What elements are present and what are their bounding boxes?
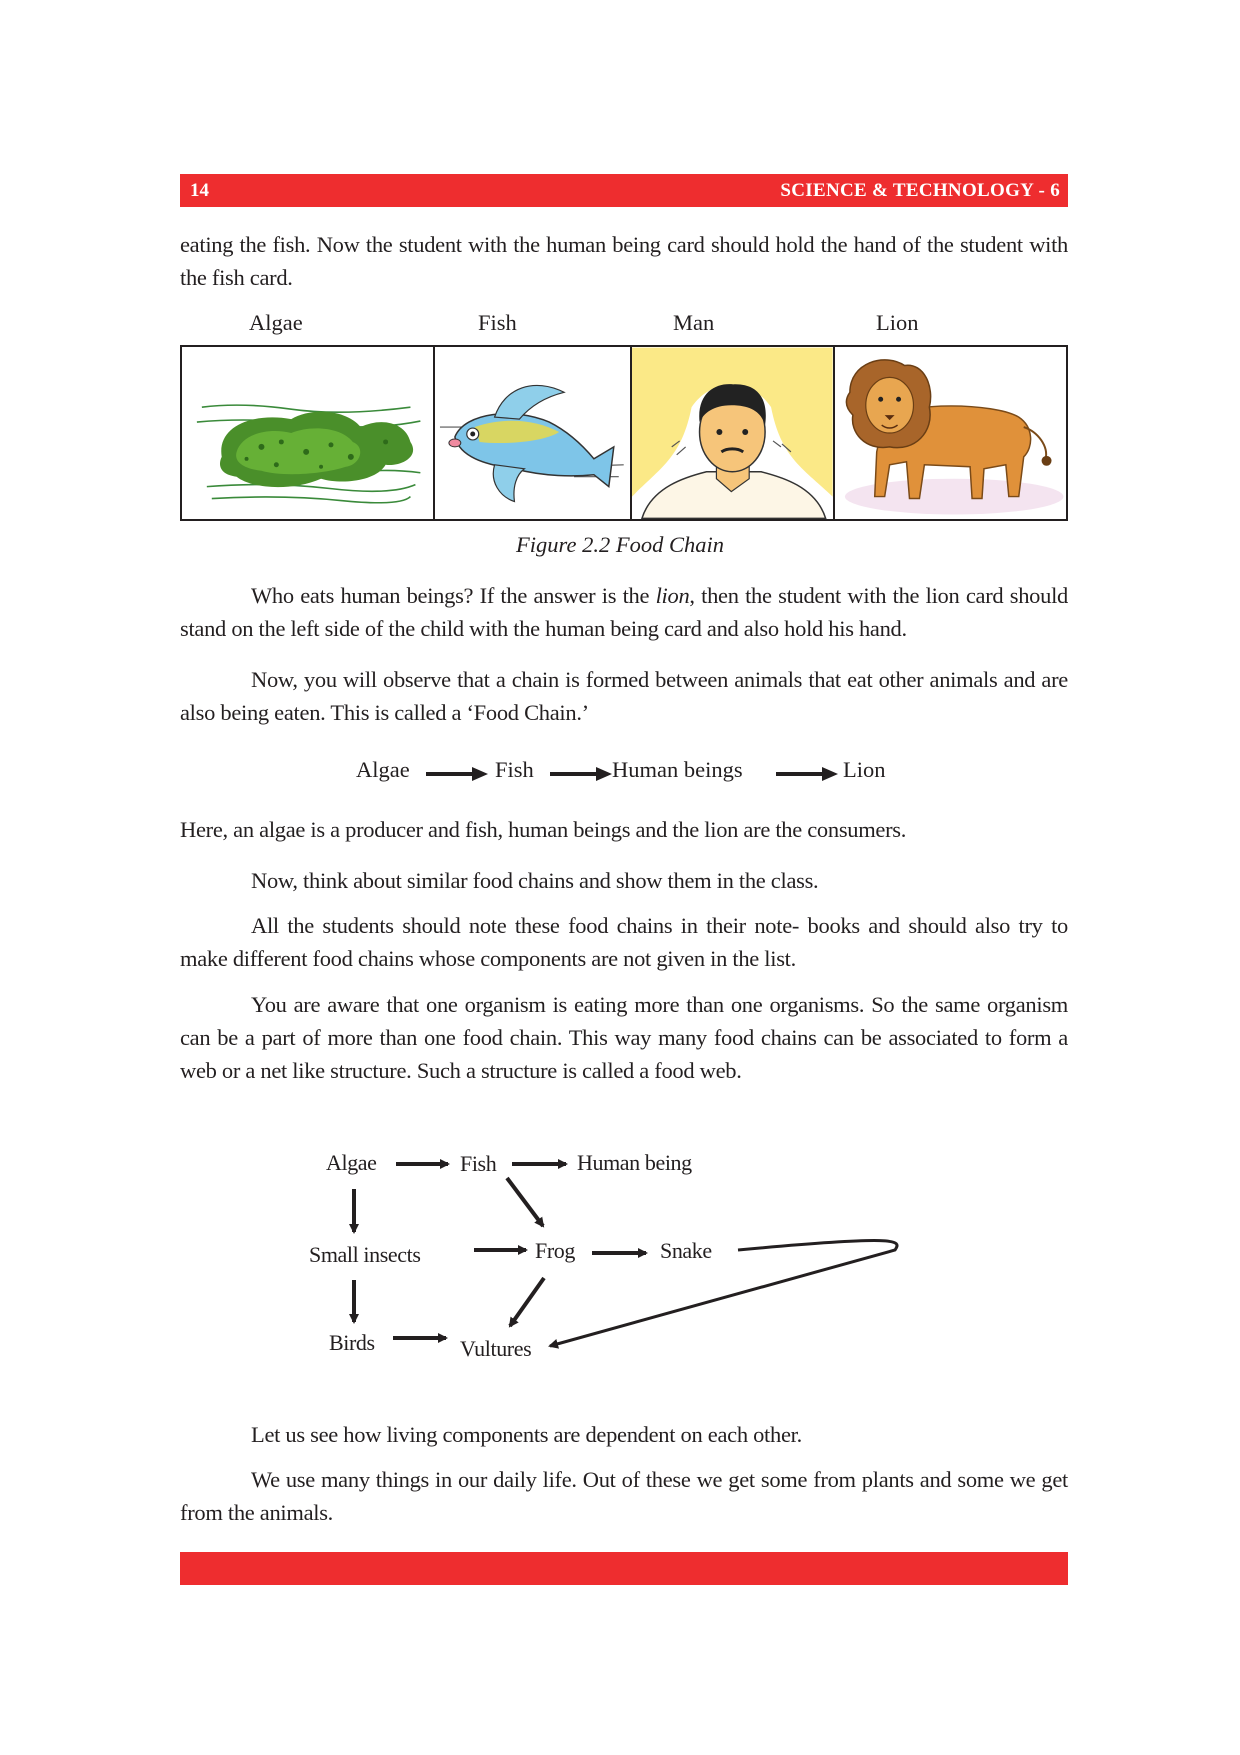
web-node-fish: Fish <box>460 1151 497 1176</box>
figure-label-fish: Fish <box>478 310 517 335</box>
page-number: 14 <box>190 180 209 201</box>
paragraph-think: Now, think about similar food chains and show them in the class. <box>251 868 819 893</box>
footer-bar <box>180 1552 1068 1585</box>
chain-item-human-beings: Human beings <box>612 757 743 782</box>
paragraph-note-books: All the students should note these food chains in their note- books and should also try to make different food chains whose components are not given in the list. <box>180 913 1068 971</box>
paragraph-food-chain-intro: Now, you will observe that a chain is formed between animals that eat other animals and are also being eaten. This is called a ‘Food Chain.’ <box>180 667 1068 725</box>
chain-item-lion: Lion <box>843 757 886 782</box>
figure-label-lion: Lion <box>876 310 919 335</box>
book-title: SCIENCE & TECHNOLOGY - 6 <box>780 180 1060 201</box>
figure-label-algae: Algae <box>249 310 303 335</box>
web-node-small-insects: Small insects <box>309 1242 421 1267</box>
web-node-human-being: Human being <box>577 1150 692 1175</box>
chain-item-fish: Fish <box>495 757 534 782</box>
paragraph-text: Who eats human beings? If the answer is the <box>251 583 656 608</box>
web-node-snake: Snake <box>660 1238 712 1263</box>
web-node-algae: Algae <box>326 1150 377 1175</box>
figure-label-man: Man <box>673 310 715 335</box>
paragraph-producer-consumer: Here, an algae is a producer and fish, human beings and the lion are the consumers. <box>180 817 907 842</box>
paragraph-living-components: Let us see how living components are dependent on each other. <box>251 1422 802 1447</box>
web-node-birds: Birds <box>329 1330 375 1355</box>
figure-caption: Figure 2.2 Food Chain <box>516 532 724 557</box>
paragraph-food-web: You are aware that one organism is eating more than one organisms. So the same organism can be a part of more than one food chain. This way many food chains can be associated to form a web or a net like structure. Such a structure is called a food web. <box>180 992 1068 1083</box>
paragraph-daily-life: We use many things in our daily life. Out of these we get some from plants and some we get from the animals. <box>180 1467 1068 1525</box>
web-node-vultures: Vultures <box>460 1336 532 1361</box>
chain-item-algae: Algae <box>356 757 410 782</box>
paragraph-text: , then the student with the lion card should stand on the left side of the child with the human being card and also hold his hand. <box>180 583 1068 641</box>
web-node-frog: Frog <box>535 1238 575 1263</box>
italic-lion: lion <box>655 583 690 608</box>
paragraph-continuation: eating the fish. Now the student with the human being card should hold the hand of the student with the fish card. <box>180 232 1068 290</box>
